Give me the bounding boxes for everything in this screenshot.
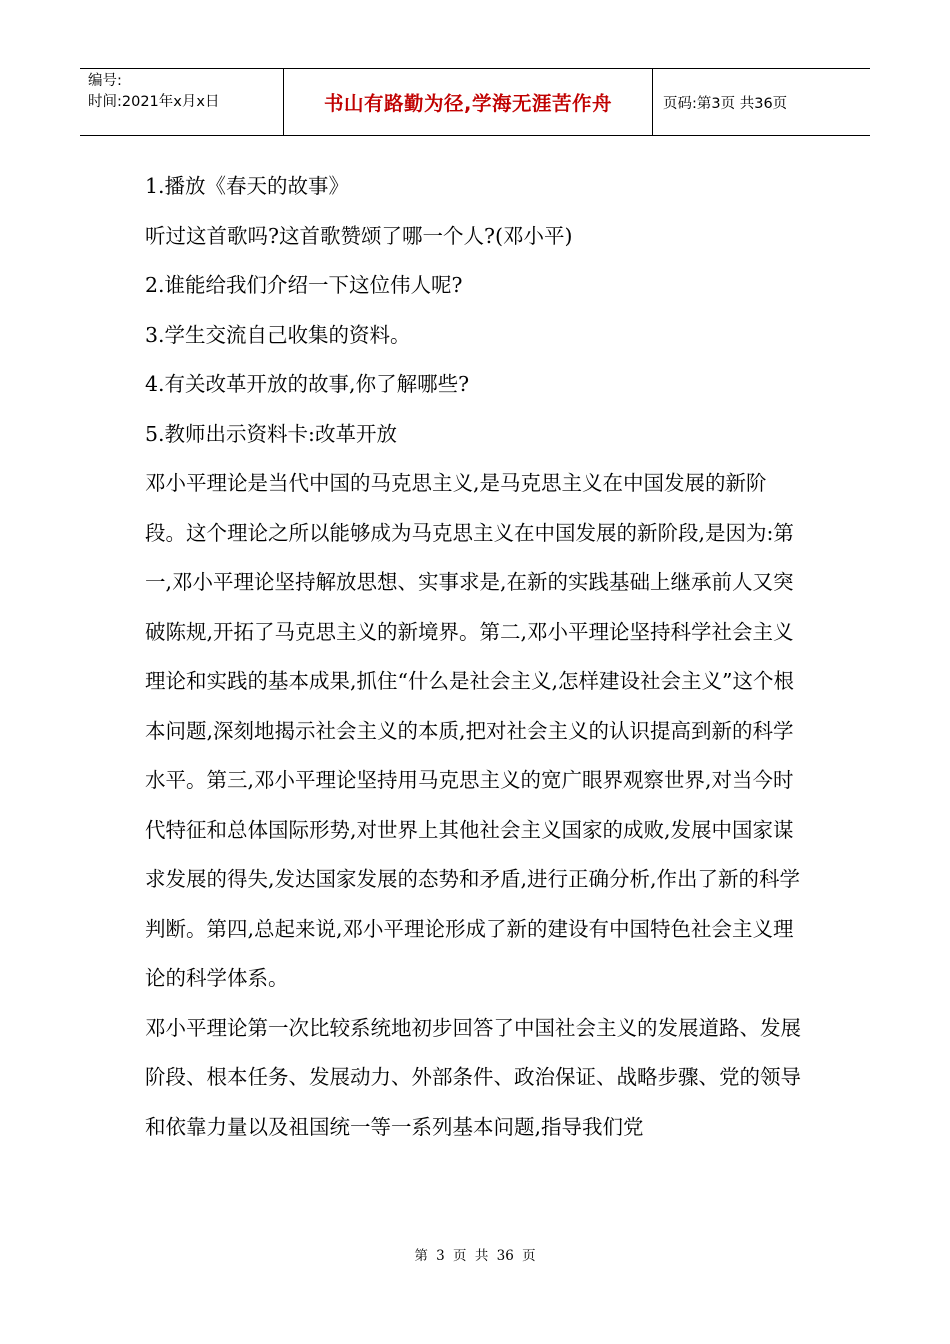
header-motto-cell bbox=[283, 69, 653, 135]
document-number-label: 编号: bbox=[88, 73, 122, 89]
paragraph: 4.有关改革开放的故事,你了解哪些? bbox=[145, 372, 470, 396]
paragraph: 邓小平理论是当代中国的马克思主义,是马克思主义在中国发展的新阶段。这个理论之所以能够成为马克思主义在中国发展的新阶段,是因为:第一,邓小平理论坚持解放思想、实事求是,在新的实践基础上继承前人又突破陈规,开拓了马克思主义的新境界。第二,邓小平理论坚持科学社会主义理论和实践的基本成果,抓住“什么是社会主义,怎样建设社会主义”这个根本问题,深刻地揭示社会主义的本质,把对社会主义的认识提高到新的科学水平。第三,邓小平理论坚持用马克思主义的宽广眼界观察世界,对当今时代特征和总体国际形势,对世界上其他社会主义国家的成败,发展中国家谋求发展的得失,发达国家发展的态势和矛盾,进行正确分析,作出了新的科学判断。第四,总起来说,邓小平理论形成了新的建设有中国特色社会主义理论的科学体系。 bbox=[145, 471, 801, 990]
paragraph: 5.教师出示资料卡:改革开放 bbox=[145, 421, 397, 446]
paragraph: 邓小平理论第一次比较系统地初步回答了中国社会主义的发展道路、发展阶段、根本任务、发展动力、外部条件、政治保证、战略步骤、党的领导和依靠力量以及祖国统一等一系列基本问题,指导我们党 bbox=[145, 1015, 801, 1139]
footer-page-number: 第 3 页 共 36 页 bbox=[414, 1248, 536, 1264]
header-page-cell bbox=[653, 69, 870, 135]
page-header bbox=[80, 68, 870, 136]
paragraph: 2.谁能给我们介绍一下这位伟人呢? bbox=[145, 273, 463, 297]
page-footer bbox=[0, 1244, 950, 1264]
header-meta-cell bbox=[80, 69, 283, 135]
paragraph: 听过这首歌吗?这首歌赞颂了哪一个人?(邓小平) bbox=[145, 223, 573, 248]
header-motto: 书山有路勤为径,学海无涯苦作舟 bbox=[324, 92, 612, 115]
document-date: 时间:2021年x月x日 bbox=[88, 94, 220, 110]
document-body bbox=[145, 162, 805, 1152]
paragraph: 1.播放《春天的故事》 bbox=[145, 174, 350, 198]
header-page-info: 页码:第3页 共36页 bbox=[663, 95, 788, 112]
paragraph: 3.学生交流自己收集的资料。 bbox=[145, 322, 411, 347]
